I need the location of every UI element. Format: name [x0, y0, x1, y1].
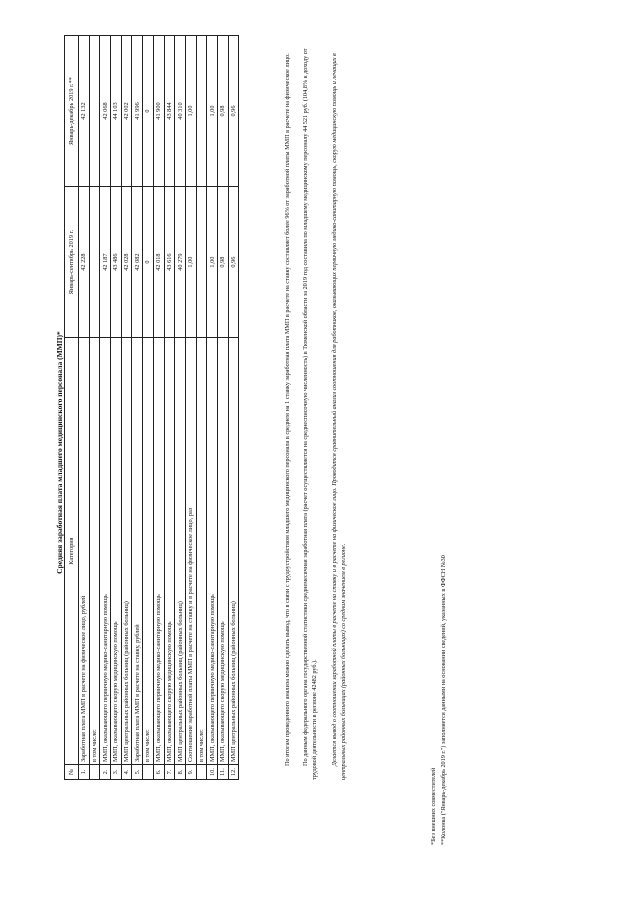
row-category: ММП, оказывающего первичную медико-санитарную помощь	[100, 338, 111, 765]
row-number: 11.	[217, 765, 228, 780]
salary-table	[64, 35, 239, 780]
row-number: 5.	[132, 765, 143, 780]
table-row	[100, 36, 111, 780]
table-row	[79, 36, 90, 780]
row-number: 12.	[228, 765, 239, 780]
row-value-jan-dec: 42 132	[79, 36, 90, 187]
row-value-jan-sep: 0,96	[228, 187, 239, 338]
row-value-jan-sep	[89, 187, 100, 338]
row-value-jan-dec	[196, 36, 207, 187]
row-category: в том числе:	[196, 338, 207, 765]
row-number	[143, 765, 154, 780]
row-value-jan-dec: 42 002	[121, 36, 132, 187]
row-value-jan-sep: 0,98	[217, 187, 228, 338]
row-value-jan-sep: 0	[143, 187, 154, 338]
table-row	[153, 36, 164, 780]
row-value-jan-sep: 42 187	[100, 187, 111, 338]
table-row	[143, 36, 154, 780]
row-number	[89, 765, 100, 780]
row-value-jan-dec: 0,98	[217, 36, 228, 187]
row-category: Заработная плата ММП в расчете на ставку, рублей	[132, 338, 143, 765]
row-category: ММП, оказывающего скорую медицинскую помощь	[111, 338, 122, 765]
row-value-jan-dec: 44 103	[111, 36, 122, 187]
row-value-jan-dec	[89, 36, 100, 187]
footnote-2: **Колонка ("Январь-декабрь 2019 г.") заполняется данными на основании сведений, указанных в ФФСН №30	[440, 555, 447, 845]
row-value-jan-sep: 42 028	[121, 187, 132, 338]
row-category: ММП, оказывающего первичную медико-санитарную помощь	[207, 338, 218, 765]
row-category: ММП, оказывающего первичную медико-санитарную помощь	[153, 338, 164, 765]
row-value-jan-dec: 0,96	[228, 36, 239, 187]
row-category: ММП центральных районных больниц (районных больниц)	[121, 338, 132, 765]
row-value-jan-sep: 42 082	[132, 187, 143, 338]
row-number	[196, 765, 207, 780]
table-row	[196, 36, 207, 780]
row-number: 1.	[79, 765, 90, 780]
row-number: 2.	[100, 765, 111, 780]
row-category: Соотношение заработной платы ММП в расчете на ставку и в расчете на физическое лицо, раз	[185, 338, 196, 765]
row-value-jan-dec: 0	[143, 36, 154, 187]
italic-note-paragraph: Делается вывод о соотношении заработной платы в расчете на ставку и в расчете на физическое лицо. Проводится сравнительный анализ соотношения для работников, оказывающих первичную медико-санитарную помощь, скорую медицинскую помощь и лечащих в центральных районных больницах (районных больницах) со средним значением в регионе.	[331, 53, 348, 780]
row-value-jan-sep: 1,00	[185, 187, 196, 338]
table-row	[217, 36, 228, 780]
row-value-jan-sep: 43 616	[164, 187, 175, 338]
header-number: №	[65, 765, 79, 780]
row-number: 3.	[111, 765, 122, 780]
table-row	[111, 36, 122, 780]
row-value-jan-dec: 1,00	[207, 36, 218, 187]
row-number: 4.	[121, 765, 132, 780]
row-number: 7.	[164, 765, 175, 780]
row-value-jan-sep: 42 018	[153, 187, 164, 338]
row-value-jan-sep	[196, 187, 207, 338]
statistics-paragraph: По данным федерального органа государственной статистики среднемесячная заработная плата (расчет осуществляется на среднесписочную численность) в Тюменской области за 2019 год составила по младшему медицинскому персоналу 44 521 руб. (104,8% к доходу от трудовой деятельности в регионе 42482 руб.).	[302, 48, 319, 780]
row-value-jan-sep: 1,00	[207, 187, 218, 338]
row-category: ММП центральных районных больниц (районных больниц)	[228, 338, 239, 765]
table-row	[121, 36, 132, 780]
row-value-jan-dec: 42 068	[100, 36, 111, 187]
row-number: 8.	[175, 765, 186, 780]
row-number: 10.	[207, 765, 218, 780]
row-category: в том числе:	[143, 338, 154, 765]
row-number: 6.	[153, 765, 164, 780]
row-value-jan-sep: 40 279	[175, 187, 186, 338]
row-value-jan-sep: 43 486	[111, 187, 122, 338]
row-category: ММП, оказывающего скорую медицинскую помощь	[217, 338, 228, 765]
row-value-jan-sep: 42 228	[79, 187, 90, 338]
row-category: в том числе:	[89, 338, 100, 765]
row-category: Заработная плата ММП в расчете на физическое лицо, рублей	[79, 338, 90, 765]
conclusion-paragraph: По итогам проведенного анализа можно сделать вывод, что в связи с трудоустройством младшего медицинского персонала в среднем на 1 ставку заработная плата ММП в расчете на ставку составляет более 96% от заработной платы ММП в расчете на физическое лицо.	[284, 53, 291, 766]
row-number: 9.	[185, 765, 196, 780]
header-jan-sep: Январь-сентябрь 2019 г.	[65, 187, 79, 338]
row-value-jan-dec: 41 996	[132, 36, 143, 187]
row-value-jan-dec: 41 900	[153, 36, 164, 187]
footnote-1: *Без внешних совместителей	[430, 767, 437, 845]
table-row	[185, 36, 196, 780]
table-row	[132, 36, 143, 780]
table-row	[164, 36, 175, 780]
row-value-jan-dec: 43 844	[164, 36, 175, 187]
table-row	[175, 36, 186, 780]
row-category: ММП центральных районных больниц (районных больниц)	[175, 338, 186, 765]
table-row	[207, 36, 218, 780]
header-category: Категория	[65, 338, 79, 765]
table-header-row	[65, 36, 79, 780]
header-jan-dec: Январь-декабрь 2019 г.**	[65, 36, 79, 187]
row-category: ММП, оказывающего скорую медицинскую помощь	[164, 338, 175, 765]
document-title: Средняя заработная плата младшего медицинского персонала (ММП)*	[55, 331, 64, 574]
table-row	[228, 36, 239, 780]
table-body	[79, 36, 239, 780]
row-value-jan-dec: 40 310	[175, 36, 186, 187]
row-value-jan-dec: 1,00	[185, 36, 196, 187]
table-row	[89, 36, 100, 780]
